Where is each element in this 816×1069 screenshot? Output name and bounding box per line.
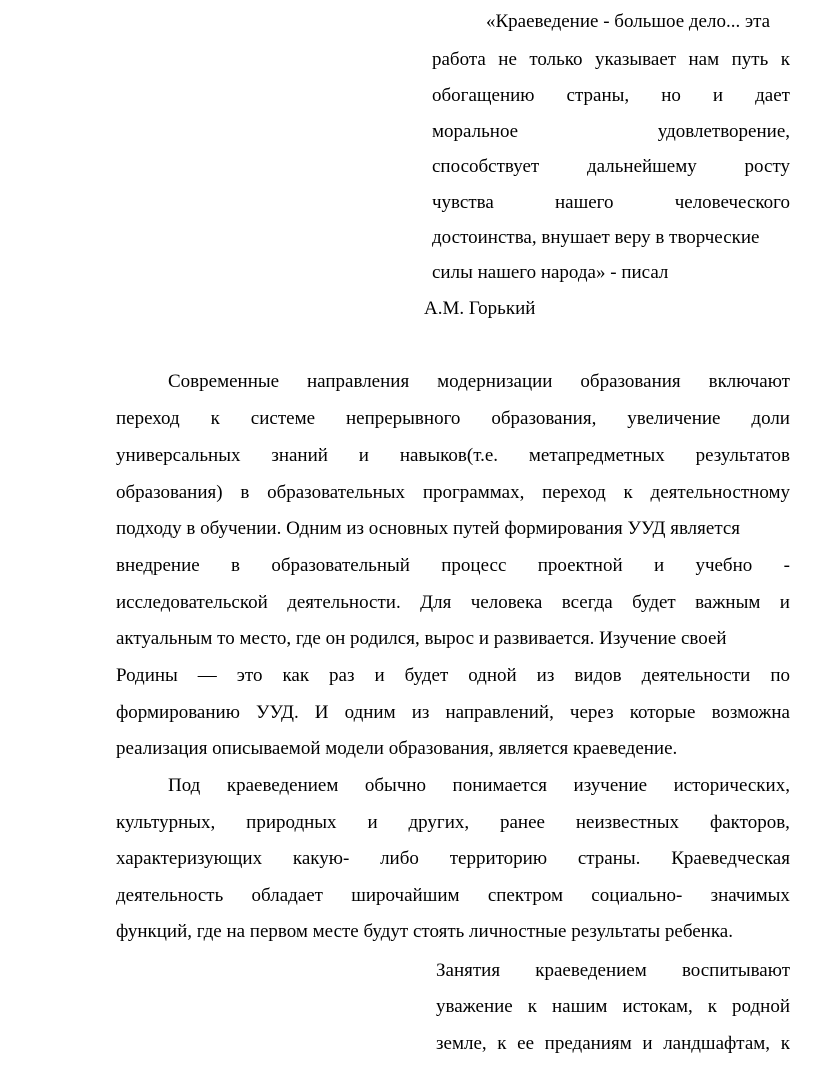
word: переход <box>116 408 180 429</box>
word: культурных, <box>116 812 216 833</box>
epigraph-line <box>432 86 790 105</box>
epigraph-line <box>432 193 790 212</box>
word: дает <box>755 85 790 106</box>
word: к <box>780 49 790 70</box>
paragraph-line <box>116 739 790 758</box>
word: не <box>498 49 517 70</box>
word: путь <box>731 49 769 70</box>
word: моральное <box>432 121 519 142</box>
word: УУД. <box>256 702 299 723</box>
word: Родины <box>116 665 178 686</box>
epigraph-line <box>432 263 790 282</box>
word: возможна <box>711 702 790 723</box>
word: ландшафтам, <box>663 1033 771 1054</box>
word: нам <box>688 49 720 70</box>
word: и <box>367 812 378 833</box>
word: обогащению <box>432 85 535 106</box>
word: через <box>569 702 614 723</box>
word: и <box>642 1033 653 1054</box>
word: дальнейшему <box>586 156 697 177</box>
word: функций, где на первом месте будут стоять личностные результаты ребенка. <box>116 921 733 942</box>
word: территорию <box>449 848 548 869</box>
word: к <box>780 1033 790 1054</box>
epigraph-line <box>486 12 790 31</box>
word: нашего <box>555 192 614 213</box>
paragraph-line <box>168 776 790 795</box>
word: учебно <box>695 555 753 576</box>
word: краеведением <box>226 775 339 796</box>
paragraph-line <box>116 813 790 832</box>
epigraph-line <box>432 50 790 69</box>
paragraph-line <box>116 556 790 575</box>
word: результатов <box>695 445 790 466</box>
word: будет <box>632 592 676 613</box>
paragraph-line <box>116 886 790 905</box>
word: как <box>282 665 310 686</box>
word: человеческого <box>674 192 790 213</box>
word: Современные <box>168 371 280 392</box>
word: способствует <box>432 156 540 177</box>
word: либо <box>380 848 419 869</box>
word: воспитывают <box>681 960 790 981</box>
word: и <box>358 445 369 466</box>
word: системе <box>250 408 316 429</box>
word: в <box>240 482 250 503</box>
word: Для <box>420 592 452 613</box>
word: факторов, <box>709 812 790 833</box>
word: Занятия <box>436 960 501 981</box>
word: и <box>779 592 790 613</box>
word: и <box>374 665 385 686</box>
word: - <box>783 555 790 576</box>
word: природных <box>246 812 337 833</box>
word: только <box>529 49 583 70</box>
word: к <box>210 408 220 429</box>
word: широчайшим <box>351 885 460 906</box>
word: страны, <box>566 85 630 106</box>
word: это <box>236 665 263 686</box>
word: которые <box>629 702 696 723</box>
word: направлений, <box>445 702 554 723</box>
word: чувства <box>432 192 494 213</box>
epigraph-line <box>432 122 790 141</box>
word: страны. <box>577 848 641 869</box>
paragraph-line <box>436 961 790 980</box>
word: к <box>707 996 718 1017</box>
word: в <box>231 555 240 576</box>
word: формированию <box>116 702 240 723</box>
word: одним <box>344 702 396 723</box>
word: знаний <box>271 445 328 466</box>
word: программах, <box>422 482 525 503</box>
paragraph-line <box>116 446 790 465</box>
word: навыков(т.е. <box>399 445 499 466</box>
word: ранее <box>500 812 545 833</box>
word: реализация описываемой модели образования, является краеведение. <box>116 738 678 759</box>
word: доли <box>751 408 790 429</box>
word: исследовательской <box>116 592 268 613</box>
epigraph-line <box>432 157 790 176</box>
word: важным <box>695 592 761 613</box>
word: деятельности. <box>287 592 401 613</box>
word: деятельности <box>641 665 751 686</box>
word: значимых <box>710 885 790 906</box>
word: универсальных <box>116 445 241 466</box>
word: краеведением <box>535 960 647 981</box>
paragraph-line <box>116 703 790 722</box>
word: ее <box>517 1033 535 1054</box>
word: будет <box>404 665 449 686</box>
word: переход <box>542 482 606 503</box>
word: преданиям <box>544 1033 632 1054</box>
word: росту <box>744 156 790 177</box>
word: спектром <box>487 885 564 906</box>
word: увеличение <box>627 408 721 429</box>
paragraph-line <box>116 519 790 538</box>
word: образовательный <box>271 555 410 576</box>
word: указывает <box>595 49 677 70</box>
word: процесс <box>441 555 507 576</box>
paragraph-line <box>116 593 790 612</box>
word: направления <box>307 371 410 392</box>
paragraph-line <box>116 666 790 685</box>
word: какую- <box>292 848 350 869</box>
word: из <box>536 665 555 686</box>
word: непрерывного <box>345 408 461 429</box>
word: удовлетворение, <box>657 121 790 142</box>
word: всегда <box>561 592 613 613</box>
word: актуальным то место, где он родился, вырос и развивается. Изучение своей <box>116 628 727 649</box>
word: метапредметных <box>528 445 665 466</box>
word: но <box>661 85 681 106</box>
word: характеризующих <box>116 848 263 869</box>
paragraph-line <box>436 997 790 1016</box>
word: деятельность <box>116 885 224 906</box>
word: и <box>653 555 665 576</box>
word: включают <box>708 371 790 392</box>
word: внедрение <box>116 555 200 576</box>
word: видов <box>574 665 622 686</box>
word: образовательных <box>267 482 406 503</box>
word: социально- <box>591 885 683 906</box>
word: человека <box>470 592 543 613</box>
word: обычно <box>364 775 427 796</box>
word: проектной <box>537 555 623 576</box>
word: И <box>314 702 329 723</box>
word: к <box>497 1033 507 1054</box>
word: силы нашего народа» - писал <box>432 262 669 283</box>
word: Краеведческая <box>671 848 790 869</box>
word: из <box>411 702 430 723</box>
word: нашим <box>552 996 608 1017</box>
word: обладает <box>251 885 323 906</box>
word: деятельностному <box>650 482 790 503</box>
word: других, <box>408 812 470 833</box>
paragraph-line <box>116 483 790 502</box>
word: родной <box>732 996 790 1017</box>
word: и <box>712 85 724 106</box>
word: подходу в обучении. Одним из основных путей формирования УУД является <box>116 518 741 539</box>
word: образования <box>580 371 681 392</box>
word: неизвестных <box>575 812 680 833</box>
paragraph-line <box>116 922 790 941</box>
word: — <box>197 665 217 686</box>
word: модернизации <box>437 371 553 392</box>
word: к <box>623 482 633 503</box>
paragraph-line <box>116 629 790 648</box>
word: образования, <box>491 408 597 429</box>
word: земле, <box>436 1033 487 1054</box>
epigraph-author: А.М. Горький <box>424 298 536 319</box>
word: истокам, <box>622 996 693 1017</box>
word: исторических, <box>673 775 790 796</box>
word: образования) <box>116 482 223 503</box>
word: к <box>527 996 537 1017</box>
epigraph-line <box>432 228 790 247</box>
word: Под <box>168 775 201 796</box>
paragraph-line <box>436 1034 790 1053</box>
paragraph-line <box>168 372 790 391</box>
word: «Краеведение - большое дело... эта <box>486 11 771 32</box>
word: одной <box>468 665 517 686</box>
paragraph-line <box>116 409 790 428</box>
paragraph-line <box>116 849 790 868</box>
word: понимается <box>452 775 548 796</box>
word: работа <box>432 49 486 70</box>
word: раз <box>329 665 355 686</box>
word: уважение <box>436 996 513 1017</box>
word: изучение <box>573 775 648 796</box>
word: достоинства, внушает веру в творческие <box>432 227 760 248</box>
word: по <box>770 665 790 686</box>
